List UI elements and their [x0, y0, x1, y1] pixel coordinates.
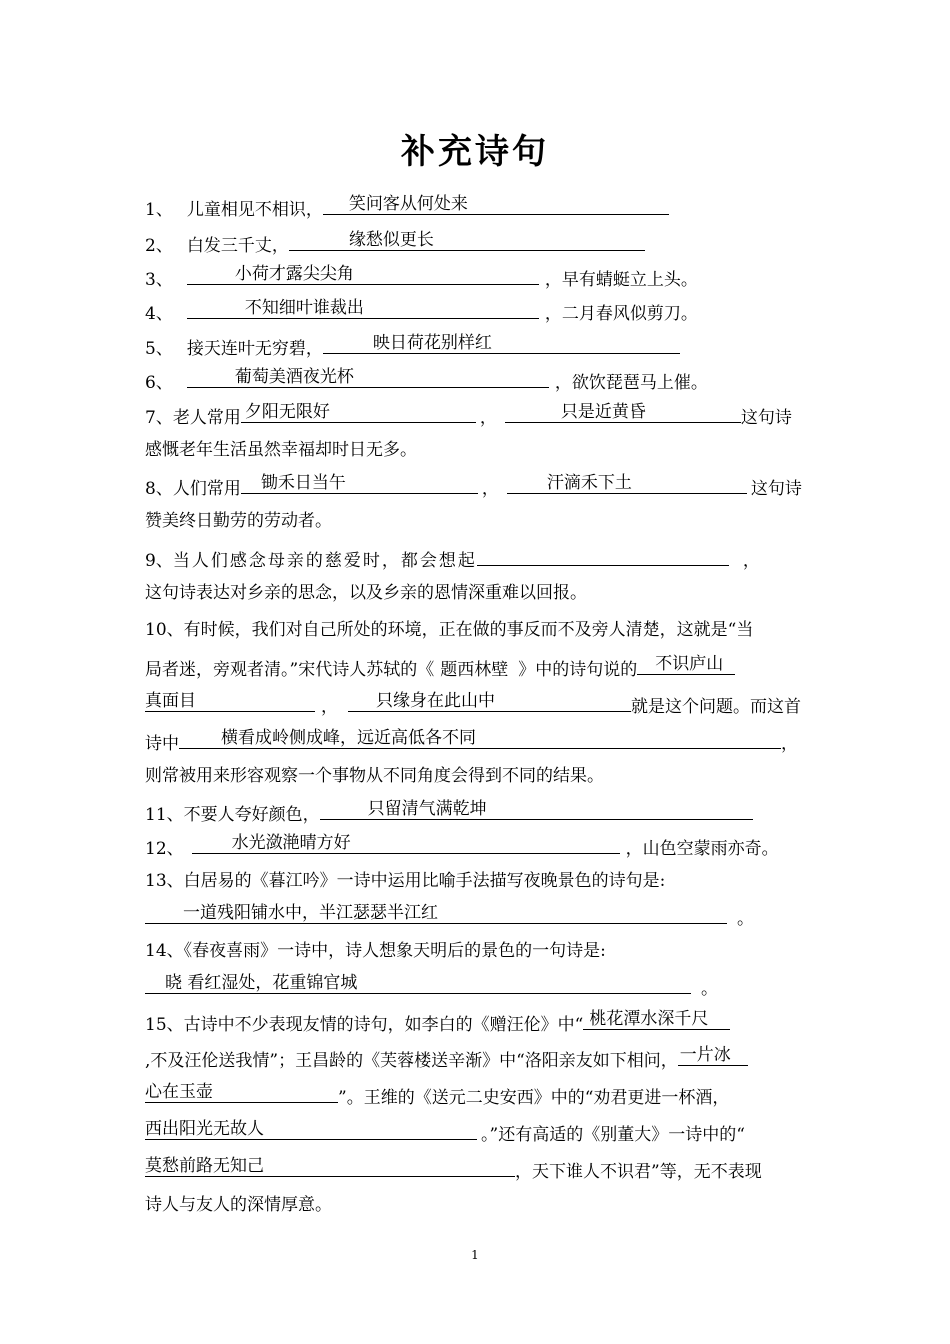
item-10-cont-2 — [145, 690, 801, 716]
answer-blank: 笑问客从何处来 — [323, 193, 669, 215]
item-text: ， — [742, 551, 760, 571]
item-number: 11、 — [145, 805, 184, 825]
item-13 — [145, 868, 665, 894]
item-text: 诗中 — [145, 734, 179, 754]
item-text: 白居易的《暮江吟》一诗中运用比喻手法描写夜晚景色的诗句是: — [183, 871, 666, 891]
item-number: 10、 — [145, 620, 184, 640]
item-8 — [145, 472, 802, 498]
item-15-cont-2 — [145, 1081, 729, 1107]
item-number: 13、 — [145, 871, 184, 891]
item-text: ”。王维的《送元二史安西》中的“劝君更进一杯酒， — [338, 1088, 730, 1108]
answer-blank: 晓 看红湿处，花重锦官城 — [145, 972, 691, 994]
page-number: 1 — [471, 1248, 479, 1262]
item-text: ， — [481, 479, 499, 499]
answer-blank: 水光潋滟晴方好 — [192, 832, 620, 854]
item-text: 》中的诗句说的 — [518, 660, 638, 680]
poem-title: 题西林壁 — [440, 660, 509, 680]
answer-blank: 一片冰 — [678, 1044, 748, 1066]
item-text: 儿童相见不相识， — [186, 200, 323, 220]
answer-blank: 心在玉壶 — [145, 1081, 338, 1103]
item-text: 感慨老年生活虽然幸福却时日无多。 — [145, 440, 417, 460]
answer-blank: 只是近黄昏 — [505, 401, 741, 423]
answer-blank: 莫愁前路无知己 — [145, 1155, 515, 1177]
item-10-cont-1 — [145, 653, 735, 679]
item-13-cont — [145, 902, 754, 928]
item-1 — [145, 193, 669, 219]
item-text: ，欲饮琵琶马上催。 — [554, 373, 708, 393]
item-text: 。 — [737, 909, 754, 929]
item-text: 当人们感念母亲的慈爱时，都会想起 — [172, 551, 477, 571]
item-number: 14、 — [145, 941, 184, 961]
item-text: 人们常用 — [172, 479, 241, 499]
item-number: 8、 — [145, 479, 173, 499]
item-text: 白发三千丈， — [186, 236, 289, 256]
item-6 — [145, 366, 708, 392]
item-9 — [145, 544, 760, 570]
item-10-cont-3 — [145, 727, 798, 753]
answer-blank: 只留清气满乾坤 — [320, 798, 753, 820]
item-text: 有时候，我们对自己所处的环境，正在做的事反而不及旁人清楚，这就是“当 — [183, 620, 754, 640]
item-text: 这句诗表达对乡亲的思念，以及乡亲的恩情深重难以回报。 — [145, 583, 587, 603]
answer-blank: 缘愁似更长 — [289, 229, 645, 251]
answer-blank: 真面目 — [145, 690, 315, 712]
item-number: 4、 — [145, 304, 173, 324]
page-title: 补充诗句 — [401, 132, 549, 172]
item-text: ， — [781, 734, 798, 754]
item-text: ，二月春风似剪刀。 — [544, 304, 698, 324]
item-4 — [145, 297, 698, 323]
answer-blank: 横看成岭侧成峰，远近高低各不同 — [179, 727, 781, 749]
item-text: ， — [321, 697, 338, 717]
item-text: ,不及汪伦送我情”；王昌龄的《芙蓉楼送辛渐》中“洛阳亲友如下相问， — [145, 1051, 678, 1071]
item-7 — [145, 401, 792, 427]
item-3 — [145, 263, 698, 289]
item-text: 这句诗 — [750, 479, 802, 499]
item-9-cont — [145, 580, 587, 606]
item-text: 赞美终日勤劳的劳动者。 — [145, 511, 332, 531]
answer-blank: 汗滴禾下土 — [507, 472, 747, 494]
item-number: 12、 — [145, 839, 184, 859]
item-text: ，天下谁人不识君”等，无不表现 — [515, 1162, 762, 1182]
item-text: 老人常用 — [172, 408, 241, 428]
item-8-cont — [145, 508, 332, 534]
answer-blank: 锄禾日当午 — [241, 472, 478, 494]
item-number: 9、 — [145, 551, 173, 571]
answer-blank: 不识庐山 — [637, 653, 735, 675]
answer-blank: 映日荷花别样红 — [323, 332, 680, 354]
answer-blank: 不知细叶谁裁出 — [187, 297, 539, 319]
item-number: 5、 — [145, 339, 173, 359]
answer-blank: 小荷才露尖尖角 — [187, 263, 539, 285]
item-10-cont-4 — [145, 763, 604, 789]
item-2 — [145, 229, 645, 255]
item-text: ， — [479, 408, 497, 428]
item-15-cont-4 — [145, 1155, 762, 1181]
item-15-cont-1 — [145, 1044, 748, 1070]
answer-blank: 西出阳光无故人 — [145, 1118, 477, 1140]
answer-blank — [477, 544, 729, 566]
item-11 — [145, 798, 753, 824]
answer-blank: 葡萄美酒夜光杯 — [187, 366, 549, 388]
item-14 — [145, 938, 606, 964]
item-text: 。”还有高适的《别董大》一诗中的“ — [481, 1125, 745, 1145]
item-text: 则常被用来形容观察一个事物从不同角度会得到不同的结果。 — [145, 766, 604, 786]
item-number: 6、 — [145, 373, 173, 393]
item-text: 接天连叶无穷碧， — [186, 339, 323, 359]
item-text: 局者迷，旁观者清。”宋代诗人苏轼的《 — [145, 660, 435, 680]
item-12 — [145, 832, 779, 858]
item-text: 诗人与友人的深情厚意。 — [145, 1195, 332, 1215]
item-number: 1、 — [145, 200, 173, 220]
item-15 — [145, 1008, 730, 1034]
answer-blank: 一道残阳铺水中，半江瑟瑟半江红 — [145, 902, 727, 924]
item-number: 15、 — [145, 1015, 184, 1035]
item-15-cont-3 — [145, 1118, 745, 1144]
item-number: 7、 — [145, 408, 173, 428]
answer-blank: 夕阳无限好 — [241, 401, 476, 423]
item-text: 这句诗 — [740, 408, 792, 428]
item-text: 不要人夸好颜色， — [183, 805, 320, 825]
answer-blank: 只缘身在此山中 — [348, 690, 631, 712]
item-15-cont-5 — [145, 1192, 332, 1218]
item-text: 。 — [701, 979, 718, 999]
item-number: 3、 — [145, 270, 173, 290]
item-text: ，山色空蒙雨亦奇。 — [625, 839, 779, 859]
item-7-cont — [145, 437, 417, 463]
item-text: ，早有蜻蜓立上头。 — [544, 270, 698, 290]
item-text: 就是这个问题。而这首 — [631, 697, 801, 717]
item-number: 2、 — [145, 236, 173, 256]
answer-blank: 桃花潭水深千尺 — [583, 1008, 730, 1030]
item-14-cont — [145, 972, 718, 998]
item-5 — [145, 332, 680, 358]
item-10 — [145, 617, 753, 643]
item-text: 古诗中不少表现友情的诗句，如李白的《赠汪伦》中“ — [183, 1015, 584, 1035]
item-text: 《春夜喜雨》一诗中，诗人想象天明后的景色的一句诗是: — [183, 941, 606, 961]
